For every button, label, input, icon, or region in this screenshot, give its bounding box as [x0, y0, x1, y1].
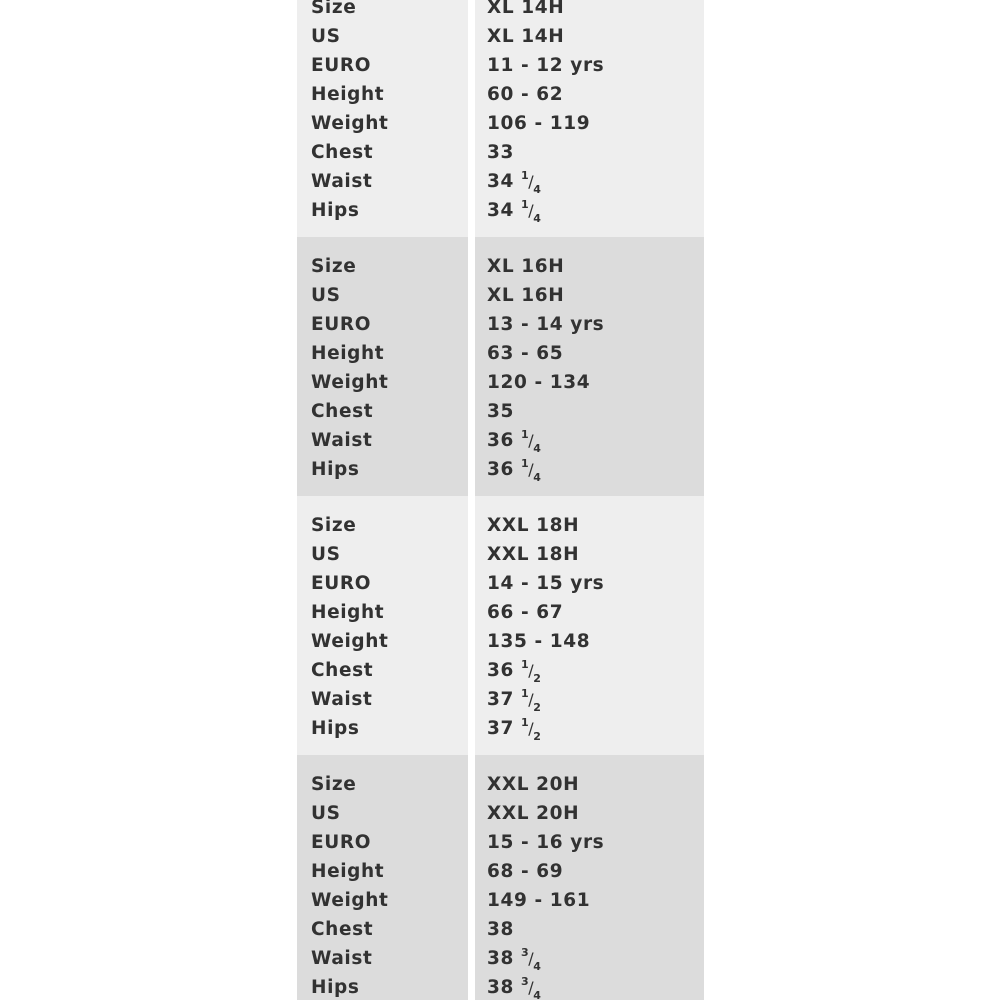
row-label: US [311, 803, 341, 824]
row-value [487, 252, 564, 281]
row-value [487, 310, 604, 339]
row-value [487, 511, 579, 540]
row-label: Waist [311, 948, 373, 969]
row-label: EURO [311, 573, 372, 594]
value-text: 37 [487, 718, 514, 739]
row-label: Size [311, 256, 357, 277]
row-value [487, 22, 564, 51]
column-divider [468, 237, 475, 496]
row-value [487, 857, 563, 886]
row-label: Size [311, 774, 357, 795]
row-label: EURO [311, 314, 372, 335]
row-value [487, 281, 564, 310]
row-label: Height [311, 84, 385, 105]
row-label: Hips [311, 977, 360, 998]
fraction-slash: / [528, 431, 535, 450]
value-column [475, 237, 704, 496]
value-text: XXL 20H [487, 774, 580, 795]
fraction-denominator: 4 [533, 470, 542, 484]
row-label: Chest [311, 919, 374, 940]
fraction-numerator: 1 [521, 197, 530, 211]
row-label: US [311, 285, 341, 306]
row-value [487, 799, 579, 828]
value-text: 11 - 12 yrs [487, 55, 605, 76]
label-column [297, 0, 468, 237]
row-label: Size [311, 515, 357, 536]
row-value [487, 138, 514, 167]
row-value [487, 656, 542, 685]
fraction-denominator: 4 [533, 988, 542, 1000]
row-label: EURO [311, 55, 372, 76]
fraction [514, 168, 542, 196]
row-value [487, 598, 563, 627]
row-value [487, 109, 590, 138]
value-text: 106 - 119 [487, 113, 591, 134]
fraction-numerator: 1 [521, 456, 530, 470]
fraction [514, 974, 542, 1000]
fraction-denominator: 4 [533, 959, 542, 973]
column-divider [468, 496, 475, 755]
value-text: XL 14H [487, 26, 565, 47]
row-value [487, 540, 579, 569]
row-value [487, 80, 563, 109]
value-text: XL 14H [487, 0, 565, 18]
value-text: 36 [487, 660, 514, 681]
fraction-slash: / [528, 978, 535, 997]
fraction-numerator: 1 [521, 686, 530, 700]
row-label: Chest [311, 142, 374, 163]
row-value [487, 426, 542, 455]
row-value [487, 196, 542, 225]
row-label: Height [311, 602, 385, 623]
label-column [297, 755, 468, 1000]
value-text: 34 [487, 171, 514, 192]
fraction-denominator: 2 [533, 671, 542, 685]
fraction-numerator: 1 [521, 427, 530, 441]
row-label: Height [311, 343, 385, 364]
row-value [487, 886, 590, 915]
label-column [297, 496, 468, 755]
value-text: 14 - 15 yrs [487, 573, 605, 594]
row-label: EURO [311, 832, 372, 853]
row-label: US [311, 26, 341, 47]
row-label: Hips [311, 718, 360, 739]
row-value [487, 770, 579, 799]
row-value [487, 339, 563, 368]
row-value [487, 455, 542, 484]
value-text: XXL 18H [487, 544, 580, 565]
value-text: 38 [487, 919, 514, 940]
row-value [487, 0, 564, 22]
value-text: 33 [487, 142, 514, 163]
row-value [487, 828, 604, 857]
fraction [514, 657, 542, 685]
fraction-slash: / [528, 661, 535, 680]
row-label: Size [311, 0, 357, 18]
fraction-slash: / [528, 690, 535, 709]
row-value [487, 714, 542, 743]
value-text: XXL 20H [487, 803, 580, 824]
row-value [487, 944, 542, 973]
fraction [514, 686, 542, 714]
fraction-slash: / [528, 949, 535, 968]
size-block [297, 755, 704, 1000]
value-text: 34 [487, 200, 514, 221]
fraction [514, 427, 542, 455]
fraction-numerator: 1 [521, 715, 530, 729]
value-text: 120 - 134 [487, 372, 591, 393]
row-value [487, 368, 590, 397]
fraction-denominator: 2 [533, 700, 542, 714]
fraction [514, 456, 542, 484]
value-text: 149 - 161 [487, 890, 591, 911]
value-text: 36 [487, 459, 514, 480]
value-text: 38 [487, 948, 514, 969]
value-column [475, 755, 704, 1000]
row-value [487, 569, 604, 598]
row-label: Hips [311, 459, 360, 480]
row-value [487, 167, 542, 196]
fraction-denominator: 4 [533, 182, 542, 196]
row-label: Waist [311, 430, 373, 451]
row-value [487, 915, 514, 944]
row-label: Waist [311, 689, 373, 710]
column-divider [468, 755, 475, 1000]
fraction-numerator: 1 [521, 168, 530, 182]
size-block [297, 237, 704, 496]
value-text: 38 [487, 977, 514, 998]
fraction [514, 197, 542, 225]
value-text: 36 [487, 430, 514, 451]
row-label: Weight [311, 890, 389, 911]
value-column [475, 0, 704, 237]
fraction-denominator: 2 [533, 729, 542, 743]
row-label: Waist [311, 171, 373, 192]
value-text: XL 16H [487, 256, 565, 277]
fraction-slash: / [528, 172, 535, 191]
row-value [487, 627, 590, 656]
fraction-numerator: 1 [521, 657, 530, 671]
size-chart [297, 0, 704, 1000]
size-block [297, 0, 704, 237]
fraction-slash: / [528, 201, 535, 220]
fraction-numerator: 3 [521, 974, 530, 988]
value-text: 15 - 16 yrs [487, 832, 605, 853]
value-text: XXL 18H [487, 515, 580, 536]
value-text: 63 - 65 [487, 343, 564, 364]
fraction-denominator: 4 [533, 441, 542, 455]
fraction [514, 945, 542, 973]
value-text: 66 - 67 [487, 602, 564, 623]
row-label: Weight [311, 631, 389, 652]
value-text: 135 - 148 [487, 631, 591, 652]
row-label: Chest [311, 660, 374, 681]
row-label: US [311, 544, 341, 565]
value-text: 60 - 62 [487, 84, 564, 105]
row-value [487, 685, 542, 714]
fraction-numerator: 3 [521, 945, 530, 959]
row-label: Weight [311, 372, 389, 393]
row-label: Weight [311, 113, 389, 134]
row-label: Chest [311, 401, 374, 422]
row-label: Height [311, 861, 385, 882]
row-label: Hips [311, 200, 360, 221]
value-text: 68 - 69 [487, 861, 564, 882]
fraction-slash: / [528, 719, 535, 738]
label-column [297, 237, 468, 496]
column-divider [468, 0, 475, 237]
row-value [487, 973, 542, 1000]
value-text: XL 16H [487, 285, 565, 306]
row-value [487, 397, 514, 426]
row-value [487, 51, 604, 80]
value-text: 37 [487, 689, 514, 710]
value-text: 13 - 14 yrs [487, 314, 605, 335]
fraction-denominator: 4 [533, 211, 542, 225]
value-text: 35 [487, 401, 514, 422]
fraction [514, 715, 542, 743]
fraction-slash: / [528, 460, 535, 479]
value-column [475, 496, 704, 755]
size-block [297, 496, 704, 755]
